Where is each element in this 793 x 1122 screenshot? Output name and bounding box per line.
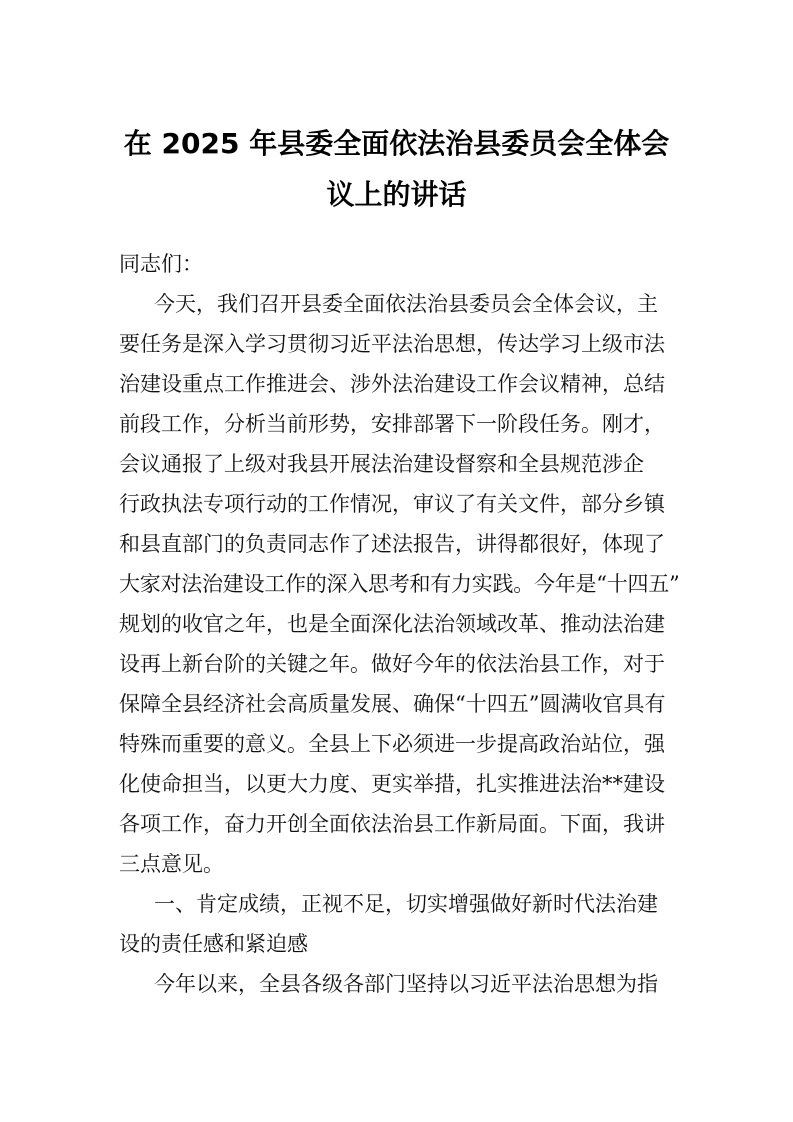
speech-title-line-1: 在 2025 年县委全面依法治县委员会全体会	[123, 127, 670, 160]
speech-title-line-2: 议上的讲话	[326, 178, 467, 211]
paragraph-line: 规划的收官之年，也是全面深化法治领域改革、推动法治建	[119, 612, 665, 636]
paragraph-line: 特殊而重要的意义。全县上下必须进一步提高政治站位，强	[119, 732, 665, 756]
paragraph-line: 各项工作，奋力开创全面依法治县工作新局面。下面，我讲	[119, 812, 665, 836]
paragraph-line: 化使命担当，以更大力度、更实举措，扎实推进法治**建设	[119, 772, 665, 796]
paragraph-line: 要任务是深入学习贯彻习近平法治思想，传达学习上级市法	[119, 332, 665, 356]
section-heading-line-1: 一、肯定成绩，正视不足，切实增强做好新时代法治建	[154, 892, 658, 916]
paragraph-line: 治建设重点工作推进会、涉外法治建设工作会议精神，总结	[119, 372, 665, 396]
paragraph-line: 会议通报了上级对我县开展法治建设督察和全县规范涉企	[119, 452, 644, 476]
paragraph-line: 三点意见。	[119, 852, 224, 876]
paragraph-line: 今天，我们召开县委全面依法治县委员会全体会议，主	[154, 292, 658, 316]
section-heading-line-2: 设的责任感和紧迫感	[119, 932, 308, 956]
paragraph-line: 今年以来，全县各级各部门坚持以习近平法治思想为指	[154, 972, 658, 996]
paragraph-line: 保障全县经济社会高质量发展、确保“十四五”圆满收官具有	[119, 692, 666, 716]
paragraph-line: 行政执法专项行动的工作情况，审议了有关文件，部分乡镇	[119, 492, 665, 516]
paragraph-line: 大家对法治建设工作的深入思考和有力实践。今年是“十四五”	[119, 572, 680, 596]
paragraph-line: 前段工作，分析当前形势，安排部署下一阶段任务。刚才，	[119, 412, 665, 436]
paragraph-line: 设再上新台阶的关键之年。做好今年的依法治县工作，对于	[119, 652, 665, 676]
paragraph-line: 和县直部门的负责同志作了述法报告，讲得都很好，体现了	[119, 532, 665, 556]
greeting: 同志们：	[119, 252, 203, 276]
